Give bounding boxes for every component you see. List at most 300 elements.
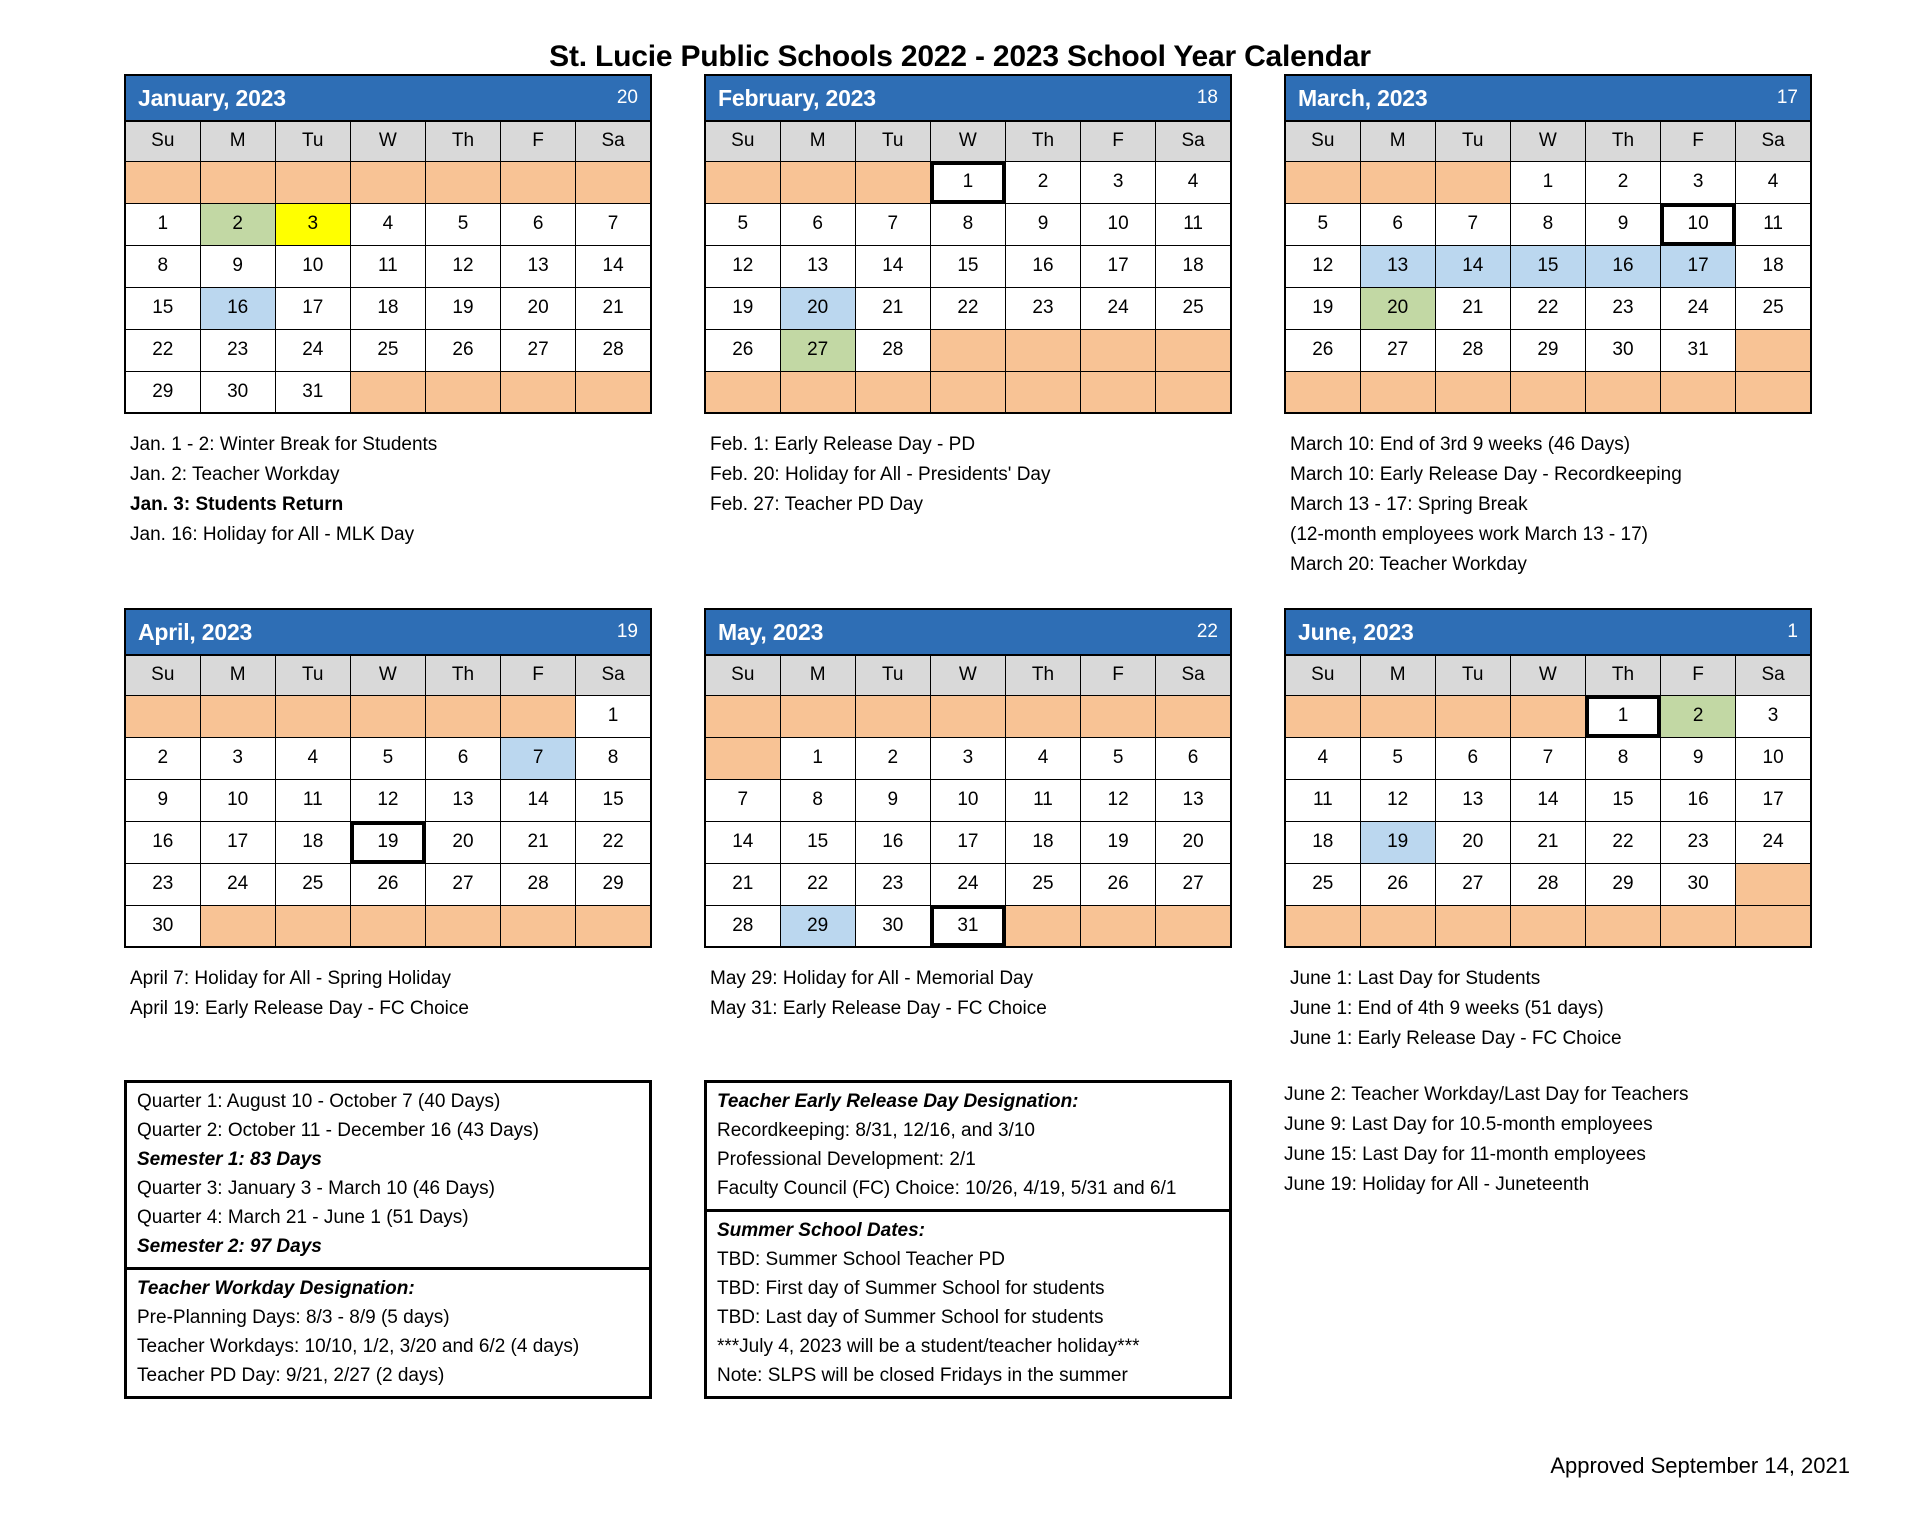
month-header (125, 75, 651, 121)
day-cell[interactable]: 24 (275, 329, 350, 371)
day-cell[interactable]: 29 (576, 863, 651, 905)
day-cell[interactable]: 6 (780, 203, 855, 245)
day-cell[interactable]: 14 (705, 821, 780, 863)
day-cell[interactable]: 11 (275, 779, 350, 821)
note-line: May 31: Early Release Day - FC Choice (710, 998, 1047, 1019)
day-cell[interactable]: 18 (1156, 245, 1231, 287)
day-cell[interactable]: 13 (501, 245, 576, 287)
note-line: June 1: Last Day for Students (1290, 968, 1541, 989)
day-cell[interactable]: 14 (501, 779, 576, 821)
day-cell[interactable]: 31 (275, 371, 350, 413)
empty-day-cell (1005, 905, 1080, 947)
day-cell[interactable]: 13 (1435, 779, 1510, 821)
day-cell[interactable]: 14 (855, 245, 930, 287)
day-cell[interactable]: 19 (1360, 821, 1435, 863)
day-cell[interactable]: 14 (576, 245, 651, 287)
day-cell[interactable]: 20 (1360, 287, 1435, 329)
dow-header: W (930, 121, 1005, 161)
day-cell[interactable]: 20 (1435, 821, 1510, 863)
empty-day-cell (1285, 695, 1360, 737)
day-cell[interactable]: 3 (1661, 161, 1736, 203)
empty-day-cell (200, 695, 275, 737)
day-cell[interactable]: 16 (125, 821, 200, 863)
empty-day-cell (1081, 695, 1156, 737)
day-cell[interactable]: 30 (200, 371, 275, 413)
empty-day-cell (1585, 371, 1660, 413)
dow-header: M (780, 655, 855, 695)
day-cell[interactable]: 17 (275, 287, 350, 329)
day-cell[interactable]: 28 (705, 905, 780, 947)
day-cell[interactable]: 6 (501, 203, 576, 245)
day-cell[interactable]: 15 (930, 245, 1005, 287)
day-cell[interactable]: 19 (425, 287, 500, 329)
week-row (705, 329, 1231, 371)
day-cell[interactable]: 11 (1156, 203, 1231, 245)
month-calendar-table (124, 74, 652, 414)
day-cell[interactable]: 16 (200, 287, 275, 329)
note-line: Feb. 20: Holiday for All - Presidents' Day (710, 464, 1051, 485)
dow-header: M (1360, 121, 1435, 161)
day-cell[interactable]: 5 (1081, 737, 1156, 779)
day-cell[interactable]: 8 (1510, 203, 1585, 245)
note-line: Jan. 16: Holiday for All - MLK Day (130, 524, 415, 545)
day-cell[interactable]: 21 (705, 863, 780, 905)
day-cell[interactable]: 15 (125, 287, 200, 329)
day-cell[interactable]: 25 (1736, 287, 1811, 329)
info-box-heading: Semester 1: 83 Days (137, 1149, 322, 1170)
info-box-line: Recordkeeping: 8/31, 12/16, and 3/10 (717, 1120, 1035, 1141)
day-cell[interactable]: 28 (855, 329, 930, 371)
empty-day-cell (705, 737, 780, 779)
day-cell[interactable]: 10 (1081, 203, 1156, 245)
week-row (125, 821, 651, 863)
dow-header: M (1360, 655, 1435, 695)
day-cell[interactable]: 12 (1360, 779, 1435, 821)
month-notes (704, 964, 1232, 1024)
day-cell[interactable]: 16 (1661, 779, 1736, 821)
day-cell[interactable]: 27 (425, 863, 500, 905)
note-line: May 29: Holiday for All - Memorial Day (710, 968, 1034, 989)
day-cell[interactable]: 20 (425, 821, 500, 863)
day-cell[interactable]: 25 (350, 329, 425, 371)
month-calendar-table (704, 74, 1232, 414)
day-cell[interactable]: 6 (1156, 737, 1231, 779)
day-cell[interactable]: 20 (501, 287, 576, 329)
note-line: June 2: Teacher Workday/Last Day for Teachers (1284, 1084, 1689, 1105)
day-cell[interactable]: 17 (200, 821, 275, 863)
day-cell[interactable]: 22 (930, 287, 1005, 329)
day-cell[interactable]: 2 (1005, 161, 1080, 203)
day-cell[interactable]: 1 (125, 203, 200, 245)
empty-day-cell (1736, 863, 1811, 905)
info-box-line: Teacher Workdays: 10/10, 1/2, 3/20 and 6/2 (4 days) (137, 1336, 580, 1357)
months-row-1 (0, 74, 1920, 580)
day-cell[interactable]: 6 (1360, 203, 1435, 245)
day-cell[interactable]: 18 (1005, 821, 1080, 863)
day-cell[interactable]: 27 (780, 329, 855, 371)
day-cell[interactable]: 30 (1661, 863, 1736, 905)
empty-day-cell (425, 905, 500, 947)
info-box-line: Quarter 4: March 21 - June 1 (51 Days) (137, 1207, 469, 1228)
day-cell[interactable]: 17 (1661, 245, 1736, 287)
day-cell[interactable]: 3 (1736, 695, 1811, 737)
day-cell[interactable]: 12 (350, 779, 425, 821)
day-cell[interactable]: 21 (855, 287, 930, 329)
day-cell[interactable]: 31 (930, 905, 1005, 947)
day-cell[interactable]: 13 (425, 779, 500, 821)
day-cell[interactable]: 12 (1081, 779, 1156, 821)
dow-header: Th (425, 121, 500, 161)
day-cell[interactable]: 21 (501, 821, 576, 863)
week-row (1285, 821, 1811, 863)
day-cell[interactable]: 10 (275, 245, 350, 287)
day-cell[interactable]: 25 (1005, 863, 1080, 905)
approval-date: Approved September 14, 2021 (1550, 1453, 1850, 1478)
day-cell[interactable]: 28 (1435, 329, 1510, 371)
day-cell[interactable]: 23 (1661, 821, 1736, 863)
day-cell[interactable]: 8 (930, 203, 1005, 245)
day-cell[interactable]: 29 (125, 371, 200, 413)
month-header (125, 609, 651, 655)
week-row (1285, 203, 1811, 245)
day-cell[interactable]: 15 (1585, 779, 1660, 821)
day-cell[interactable]: 12 (1285, 245, 1360, 287)
empty-day-cell (1285, 371, 1360, 413)
day-cell[interactable]: 12 (425, 245, 500, 287)
day-cell[interactable]: 26 (1285, 329, 1360, 371)
day-cell[interactable]: 21 (576, 287, 651, 329)
day-cell[interactable]: 10 (1736, 737, 1811, 779)
empty-day-cell (1360, 161, 1435, 203)
day-cell[interactable]: 27 (1156, 863, 1231, 905)
calendar-page (0, 40, 1920, 1523)
empty-day-cell (125, 695, 200, 737)
day-cell[interactable]: 17 (1736, 779, 1811, 821)
dow-header: Th (1585, 121, 1660, 161)
note-line: June 15: Last Day for 11-month employees (1284, 1144, 1646, 1165)
note-line: Feb. 27: Teacher PD Day (710, 494, 923, 515)
day-cell[interactable]: 23 (200, 329, 275, 371)
day-cell[interactable]: 6 (1435, 737, 1510, 779)
empty-day-cell (200, 161, 275, 203)
day-cell[interactable]: 18 (1285, 821, 1360, 863)
dow-header: W (350, 655, 425, 695)
day-cell[interactable]: 24 (1081, 287, 1156, 329)
day-cell[interactable]: 7 (501, 737, 576, 779)
empty-day-cell (576, 161, 651, 203)
day-cell[interactable]: 4 (1156, 161, 1231, 203)
week-row (1285, 371, 1811, 413)
day-cell[interactable]: 20 (1156, 821, 1231, 863)
note-line: June 1: End of 4th 9 weeks (51 days) (1290, 998, 1604, 1019)
day-cell[interactable]: 7 (705, 779, 780, 821)
note-line: April 19: Early Release Day - FC Choice (130, 998, 469, 1019)
month-calendar-table (1284, 608, 1812, 948)
day-cell[interactable]: 9 (200, 245, 275, 287)
day-cell[interactable]: 9 (1585, 203, 1660, 245)
month-block (124, 608, 652, 1054)
day-cell[interactable]: 7 (576, 203, 651, 245)
day-cell[interactable]: 13 (1360, 245, 1435, 287)
day-cell[interactable]: 2 (1585, 161, 1660, 203)
empty-day-cell (1736, 905, 1811, 947)
week-row (705, 737, 1231, 779)
empty-day-cell (1510, 905, 1585, 947)
day-cell[interactable]: 26 (1081, 863, 1156, 905)
empty-day-cell (1005, 695, 1080, 737)
day-cell[interactable]: 12 (705, 245, 780, 287)
note-line: Jan. 3: Students Return (130, 494, 344, 515)
day-cell[interactable]: 7 (1510, 737, 1585, 779)
day-cell[interactable]: 16 (1585, 245, 1660, 287)
info-box-line: Quarter 2: October 11 - December 16 (43 Days) (137, 1120, 539, 1141)
day-cell[interactable]: 1 (576, 695, 651, 737)
empty-day-cell (1081, 905, 1156, 947)
day-cell[interactable]: 11 (1005, 779, 1080, 821)
day-cell[interactable]: 22 (125, 329, 200, 371)
day-cell[interactable]: 30 (855, 905, 930, 947)
note-line: June 19: Holiday for All - Juneteenth (1284, 1174, 1590, 1195)
day-cell[interactable]: 15 (1510, 245, 1585, 287)
day-cell[interactable]: 28 (576, 329, 651, 371)
summer-school-box (704, 1212, 1232, 1399)
day-cell[interactable]: 23 (125, 863, 200, 905)
dow-header: Th (425, 655, 500, 695)
week-row (705, 821, 1231, 863)
month-title: April, 2023 (138, 618, 253, 645)
day-cell[interactable]: 4 (1285, 737, 1360, 779)
day-cell[interactable]: 18 (350, 287, 425, 329)
day-cell[interactable]: 18 (1736, 245, 1811, 287)
week-row (125, 203, 651, 245)
day-cell[interactable]: 21 (1435, 287, 1510, 329)
day-cell[interactable]: 9 (1661, 737, 1736, 779)
week-row (705, 245, 1231, 287)
week-row (1285, 287, 1811, 329)
day-cell[interactable]: 5 (1285, 203, 1360, 245)
day-cell[interactable]: 22 (1510, 287, 1585, 329)
day-cell[interactable]: 26 (1360, 863, 1435, 905)
day-cell[interactable]: 21 (1510, 821, 1585, 863)
month-header (705, 75, 1231, 121)
day-cell[interactable]: 10 (1661, 203, 1736, 245)
day-cell[interactable]: 2 (1661, 695, 1736, 737)
day-cell[interactable]: 29 (780, 905, 855, 947)
week-row (705, 287, 1231, 329)
day-cell[interactable]: 28 (1510, 863, 1585, 905)
day-cell[interactable]: 24 (200, 863, 275, 905)
info-box-heading: Summer School Dates: (717, 1220, 925, 1241)
day-cell[interactable]: 22 (1585, 821, 1660, 863)
week-row (125, 695, 651, 737)
day-cell[interactable]: 4 (1005, 737, 1080, 779)
day-cell[interactable]: 9 (125, 779, 200, 821)
dow-header: Sa (576, 655, 651, 695)
day-cell[interactable]: 27 (1360, 329, 1435, 371)
day-cell[interactable]: 10 (930, 779, 1005, 821)
day-cell[interactable]: 15 (780, 821, 855, 863)
day-cell[interactable]: 1 (780, 737, 855, 779)
day-cell[interactable]: 4 (1736, 161, 1811, 203)
dow-header: W (1510, 121, 1585, 161)
day-cell[interactable]: 4 (275, 737, 350, 779)
day-cell[interactable]: 23 (1005, 287, 1080, 329)
dow-header: W (930, 655, 1005, 695)
info-box-line: TBD: Last day of Summer School for students (717, 1307, 1104, 1328)
note-line: Feb. 1: Early Release Day - PD (710, 434, 976, 455)
day-cell[interactable]: 8 (125, 245, 200, 287)
empty-day-cell (1081, 371, 1156, 413)
day-cell[interactable]: 3 (930, 737, 1005, 779)
day-cell[interactable]: 9 (855, 779, 930, 821)
dow-header: W (350, 121, 425, 161)
day-cell[interactable]: 29 (1585, 863, 1660, 905)
day-cell[interactable]: 30 (1585, 329, 1660, 371)
empty-day-cell (1360, 905, 1435, 947)
day-cell[interactable]: 8 (780, 779, 855, 821)
day-cell[interactable]: 5 (350, 737, 425, 779)
empty-day-cell (705, 161, 780, 203)
day-cell[interactable]: 20 (780, 287, 855, 329)
week-row (125, 287, 651, 329)
note-line: June 1: Early Release Day - FC Choice (1290, 1028, 1622, 1049)
day-cell[interactable]: 6 (425, 737, 500, 779)
day-cell[interactable]: 14 (1435, 245, 1510, 287)
day-cell[interactable]: 24 (1661, 287, 1736, 329)
day-cell[interactable]: 27 (501, 329, 576, 371)
day-cell[interactable]: 26 (705, 329, 780, 371)
day-cell[interactable]: 18 (275, 821, 350, 863)
dow-header: F (1081, 121, 1156, 161)
week-row (705, 863, 1231, 905)
day-cell[interactable]: 28 (501, 863, 576, 905)
day-cell[interactable]: 30 (125, 905, 200, 947)
day-cell[interactable]: 11 (1736, 203, 1811, 245)
week-row (125, 905, 651, 947)
day-cell[interactable]: 22 (780, 863, 855, 905)
day-cell[interactable]: 3 (1081, 161, 1156, 203)
day-cell[interactable]: 16 (855, 821, 930, 863)
dow-header: Su (1285, 121, 1360, 161)
day-cell[interactable]: 3 (275, 203, 350, 245)
day-cell[interactable]: 8 (576, 737, 651, 779)
day-cell[interactable]: 26 (350, 863, 425, 905)
quarters-box (124, 1080, 652, 1270)
day-cell[interactable]: 15 (576, 779, 651, 821)
day-cell[interactable]: 23 (1585, 287, 1660, 329)
month-block (1284, 74, 1812, 580)
month-title: March, 2023 (1298, 84, 1428, 111)
day-cell[interactable]: 17 (930, 821, 1005, 863)
day-cell[interactable]: 5 (425, 203, 500, 245)
month-header (705, 609, 1231, 655)
day-cell[interactable]: 7 (855, 203, 930, 245)
day-cell[interactable]: 19 (705, 287, 780, 329)
month-school-day-count: 20 (616, 87, 638, 108)
day-cell[interactable]: 1 (1585, 695, 1660, 737)
note-line: March 10: End of 3rd 9 weeks (46 Days) (1290, 434, 1631, 455)
empty-day-cell (1285, 905, 1360, 947)
week-row (1285, 905, 1811, 947)
empty-day-cell (1156, 329, 1231, 371)
dow-header: Sa (1736, 121, 1811, 161)
day-cell[interactable]: 24 (930, 863, 1005, 905)
day-cell[interactable]: 13 (780, 245, 855, 287)
day-cell[interactable]: 19 (1081, 821, 1156, 863)
week-row (705, 779, 1231, 821)
empty-day-cell (576, 905, 651, 947)
day-cell[interactable]: 22 (576, 821, 651, 863)
empty-day-cell (1285, 161, 1360, 203)
day-cell[interactable]: 1 (1510, 161, 1585, 203)
empty-day-cell (1081, 329, 1156, 371)
dow-header: Tu (855, 655, 930, 695)
empty-day-cell (780, 371, 855, 413)
day-cell[interactable]: 2 (855, 737, 930, 779)
day-cell[interactable]: 19 (1285, 287, 1360, 329)
day-cell[interactable]: 14 (1510, 779, 1585, 821)
day-cell[interactable]: 11 (350, 245, 425, 287)
day-cell[interactable]: 5 (705, 203, 780, 245)
day-cell[interactable]: 8 (1585, 737, 1660, 779)
day-cell[interactable]: 7 (1435, 203, 1510, 245)
month-title: May, 2023 (718, 618, 824, 645)
day-cell[interactable]: 25 (1285, 863, 1360, 905)
empty-day-cell (425, 161, 500, 203)
quarters-box-column (124, 1080, 652, 1399)
day-cell[interactable]: 25 (275, 863, 350, 905)
week-row (125, 779, 651, 821)
empty-day-cell (1156, 695, 1231, 737)
dow-header: M (200, 655, 275, 695)
info-box-line: TBD: Summer School Teacher PD (717, 1249, 1005, 1270)
month-block (1284, 608, 1812, 1054)
day-cell[interactable]: 5 (1360, 737, 1435, 779)
day-cell[interactable]: 2 (125, 737, 200, 779)
empty-day-cell (780, 695, 855, 737)
day-cell[interactable]: 2 (200, 203, 275, 245)
day-cell[interactable]: 27 (1435, 863, 1510, 905)
day-cell[interactable]: 11 (1285, 779, 1360, 821)
empty-day-cell (1005, 329, 1080, 371)
day-cell[interactable]: 23 (855, 863, 930, 905)
day-cell[interactable]: 26 (425, 329, 500, 371)
day-cell[interactable]: 24 (1736, 821, 1811, 863)
day-cell[interactable]: 25 (1156, 287, 1231, 329)
month-title: June, 2023 (1298, 618, 1414, 645)
week-row (1285, 329, 1811, 371)
day-cell[interactable]: 10 (200, 779, 275, 821)
dow-header: Th (1005, 121, 1080, 161)
info-box-line: Note: SLPS will be closed Fridays in the summer (717, 1365, 1128, 1386)
week-row (1285, 779, 1811, 821)
day-cell[interactable]: 16 (1005, 245, 1080, 287)
empty-day-cell (275, 695, 350, 737)
day-cell[interactable]: 17 (1081, 245, 1156, 287)
day-cell[interactable]: 9 (1005, 203, 1080, 245)
day-cell[interactable]: 3 (200, 737, 275, 779)
empty-day-cell (1156, 905, 1231, 947)
empty-day-cell (501, 161, 576, 203)
note-line: (12-month employees work March 13 - 17) (1290, 524, 1648, 545)
day-cell[interactable]: 19 (350, 821, 425, 863)
day-cell[interactable]: 29 (1510, 329, 1585, 371)
day-cell[interactable]: 13 (1156, 779, 1231, 821)
day-cell[interactable]: 1 (930, 161, 1005, 203)
bottom-info-area (0, 1080, 1920, 1399)
day-cell[interactable]: 4 (350, 203, 425, 245)
day-cell[interactable]: 31 (1661, 329, 1736, 371)
